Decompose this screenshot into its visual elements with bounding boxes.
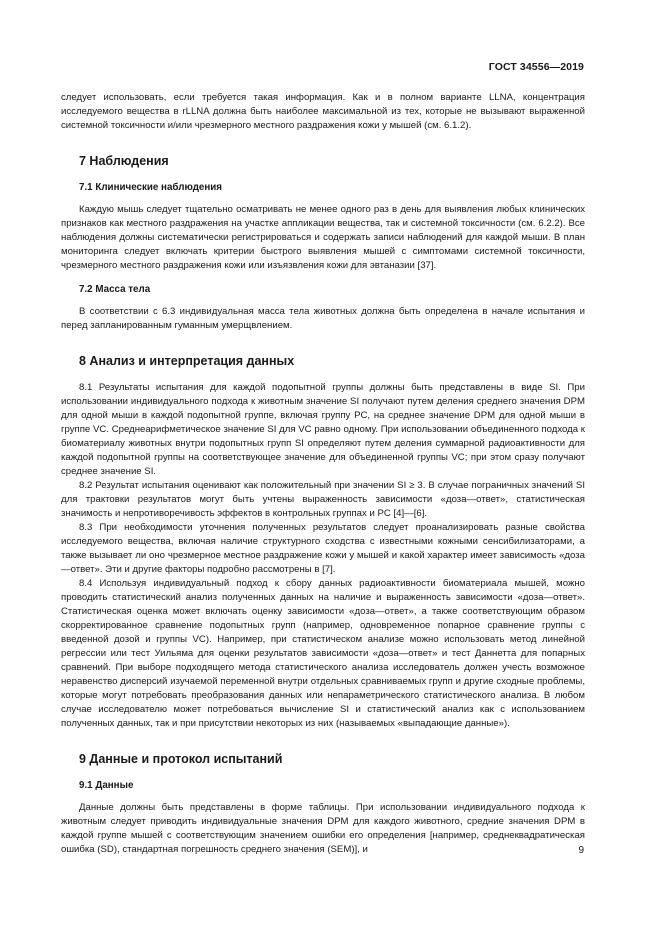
section-8-4-text: 8.4 Используя индивидуальный подход к сбору данных радиоактивности биоматериала мышей, можно проводить статистический анализ полученных данных на наличие и выраженность зависимости «доза—ответ». Статистическая оценка может включать оценку зависимости «доза—ответ», а также соответствующим образом скорректированное сравнение подопытных групп (например, одновременное попарное сравнение группы с введенной дозой и группы VC). Например, при статистическом анализе можно использовать метод линейной регрессии или тест Уильяма для оценки результатов зависимости «доза—ответ» и тест Даннетта для попарных сравнений. При выборе подходящего метода статистического анализа исследователь должен учесть возможное неравенство дисперсий изучаемой переменной внутри отдельных сравниваемых групп и другие сходные проблемы, которые могут потребовать преобразования данных или непараметрического статистического анализа. В любом случае исследователю может потребоваться вычисление SI и статистический анализ как с использованием полученных данных, так и при присутствии некоторых из них (называемых «выпадающие данные»). xyxy=(61,578,585,729)
section-8-3-text: 8.3 При необходимости уточнения полученных результатов следует проанализировать разные свойства исследуемого вещества, включая наличие структурного сходства с известными кожными сенсибилизаторами, а также вызывает ли оно чрезмерное местное раздражение кожи у мышей и какой характер имеет зависимость «доза—ответ». Эти и другие факторы подробно рассмотрены в [7]. xyxy=(61,522,585,575)
section-7-heading: 7 Наблюдения xyxy=(79,154,169,168)
section-8-heading: 8 Анализ и интерпретация данных xyxy=(79,354,295,368)
section-9-1-text: Данные должны быть представлены в форме таблицы. При использовании индивидуального подхода к животным следует приводить индивидуальные значения DPM для каждого животного, средние значения DPM в каждой группе мышей с соответствующим значением ошибки его определения [например, среднеквадратическая ошибка (SD), стандартная погрешность среднего значения (SEM)], и xyxy=(61,802,585,855)
section-7-2-heading: 7.2 Масса тела xyxy=(79,284,151,295)
page-number: 9 xyxy=(578,845,584,856)
section-9-1-heading: 9.1 Данные xyxy=(79,780,134,791)
section-9-heading: 9 Данные и протокол испытаний xyxy=(79,752,283,766)
section-7-2-text: В соответствии с 6.3 индивидуальная масса тела животных должна быть определена в начале испытания и перед запланированным гуманным умерщвлением. xyxy=(61,306,585,331)
section-8-1-text: 8.1 Результаты испытания для каждой подопытной группы должны быть представлены в виде SI. При использовании индивидуального подхода к животным значение SI получают путем деления среднего значения DPM для одной мыши в каждой подопытной группе, включая группу PC, на среднее значение DPM для одной мыши в группе VC. Среднеарифметическое значение SI для VC равно одному. При использовании объединенного подхода к биоматериалу животных внутри подопытных групп SI определяют путем деления суммарной радиоактивности для каждой подопытной группы на соответствующее значение для объединенной группы VC; при этом сразу получают среднее значение SI. xyxy=(61,382,585,477)
intro-paragraph: следует использовать, если требуется такая информация. Как и в полном варианте LLNA, концентрация исследуемого вещества в rLLNA должна быть наиболее максимальной из тех, которые не вызывают выраженной системной токсичности и/или чрезмерного местного раздражения кожи у мышей (см. 6.1.2). xyxy=(61,92,585,131)
section-7-1-heading: 7.1 Клинические наблюдения xyxy=(79,182,223,193)
section-8-2-text: 8.2 Результат испытания оценивают как положительный при значении SI ≥ 3. В случае пограничных значений SI для трактовки результатов могут быть учтены выраженность зависимости «доза—ответ», статистическая значимость и непротиворечивость эффектов в контрольных группах и PC [4]—[6]. xyxy=(61,480,585,519)
standard-header: ГОСТ 34556—2019 xyxy=(488,61,584,73)
page-content xyxy=(61,91,585,857)
section-7-1-text: Каждую мышь следует тщательно осматривать не менее одного раз в день для выявления любых клинических признаков как местного раздражения на участке аппликации вещества, так и системной токсичности (см. 6.2.2). Все наблюдения должны систематически регистрироваться и содержать записи наблюдений для каждой мыши. В план мониторинга следует включать критерии быстрого выявления мышей с симптомами системной токсичности, чрезмерного местного раздражения кожи или изъязвления кожи для эвтаназии [37]. xyxy=(61,204,585,271)
